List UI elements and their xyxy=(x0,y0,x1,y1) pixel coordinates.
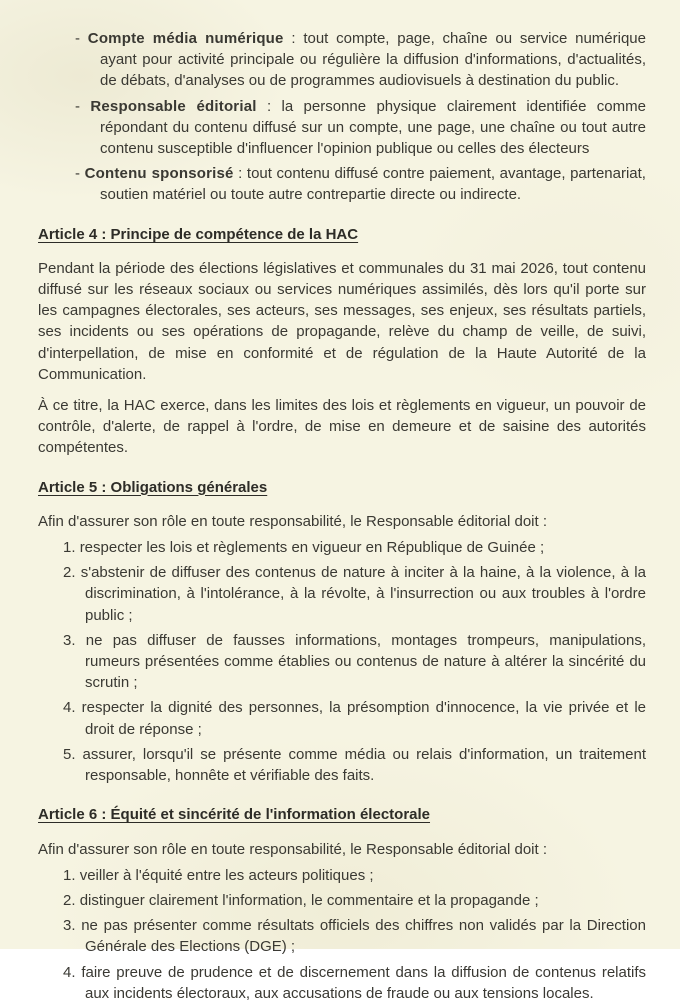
list-item xyxy=(38,537,646,558)
item-number: 4. xyxy=(63,963,76,981)
definition-term: Responsable éditorial xyxy=(90,97,257,115)
item-text: distinguer clairement l'information, le commentaire et la propagande ; xyxy=(79,891,539,909)
item-number: 2. xyxy=(63,564,76,582)
item-text: ne pas diffuser de fausses informations, montages trompeurs, manipulations, rumeurs présentées comme établies ou contenus de nature à altérer la sincérité du scrutin ; xyxy=(85,631,646,692)
list-item xyxy=(38,697,646,739)
item-number: 1. xyxy=(63,866,76,884)
article5-intro: Afin d'assurer son rôle en toute responsabilité, le Responsable éditorial doit : xyxy=(38,512,547,530)
list-item xyxy=(38,630,646,694)
item-number: 3. xyxy=(63,917,76,935)
list-item xyxy=(38,562,646,626)
article4-heading: Article 4 : Principe de compétence de la HAC xyxy=(38,225,359,243)
definition-separator: : xyxy=(256,97,282,115)
item-number: 4. xyxy=(63,699,76,717)
item-text: veiller à l'équité entre les acteurs politiques ; xyxy=(79,866,374,884)
article5-heading: Article 5 : Obligations générales xyxy=(38,478,268,496)
definition-item-contenu-sponsorise xyxy=(38,163,646,205)
item-text: faire preuve de prudence et de discernement dans la diffusion de contenus relatifs aux incidents électoraux, aux accusations de fraude ou aux tensions locales. xyxy=(81,963,646,1002)
definition-separator: : xyxy=(233,165,247,183)
article5-obligations-list xyxy=(38,537,646,786)
definition-text: tout compte, page, chaîne ou service numérique ayant pour activité principale ou régulière la diffusion d'informations, d'actualités, de débats, d'analyses ou de programmes audiovisuels à destination du public. xyxy=(100,30,646,90)
definition-text: tout contenu diffusé contre paiement, avantage, partenariat, soutien matériel ou toute autre contrepartie directe ou indirecte. xyxy=(100,165,646,204)
article4-paragraph-2: À ce titre, la HAC exerce, dans les limites des lois et règlements en vigueur, un pouvoir de contrôle, d'alerte, de rappel à l'ordre, de mise en demeure et de saisine des autorités compétentes. xyxy=(38,397,646,457)
article6-intro: Afin d'assurer son rôle en toute responsabilité, le Responsable éditorial doit : xyxy=(38,840,547,858)
item-text: s'abstenir de diffuser des contenus de nature à inciter à la haine, à la violence, à la discrimination, à l'intolérance, à la révolte, à l'insurrection ou aux troubles à l'ordre public ; xyxy=(80,564,646,624)
list-item xyxy=(38,744,646,786)
definition-text: la personne physique clairement identifiée comme répondant du contenu diffusé sur un compte, une page, une chaîne ou tout autre contenu susceptible d'influencer l'opinion publique ou celles des électeurs xyxy=(100,97,646,158)
article6-obligations-list xyxy=(38,865,646,1004)
item-text: assurer, lorsqu'il se présente comme média ou relais d'information, un traitement responsable, honnête et vérifiable des faits. xyxy=(82,745,646,785)
item-number: 5. xyxy=(63,745,76,763)
item-text: respecter la dignité des personnes, la présomption d'innocence, la vie privée et le droit de réponse ; xyxy=(81,699,646,738)
item-text: ne pas présenter comme résultats officiels des chiffres non validés par la Direction Générale des Elections (DGE) ; xyxy=(81,917,646,956)
list-item xyxy=(38,890,646,911)
definition-term: Compte média numérique xyxy=(87,30,284,47)
list-item xyxy=(38,865,646,886)
list-item xyxy=(38,915,646,957)
article6-heading: Article 6 : Équité et sincérité de l'information électorale xyxy=(38,806,431,824)
dash-bullet: - xyxy=(75,97,80,115)
dash-bullet: - xyxy=(75,165,80,183)
definition-separator: : xyxy=(283,30,304,47)
list-item xyxy=(38,962,646,1004)
article4-paragraph-1: Pendant la période des élections législatives et communales du 31 mai 2026, tout contenu diffusé sur les réseaux sociaux ou services numériques assimilés, dès lors qu'il porte sur les campagnes électorales, ses acteurs, ses messages, ses enjeux, ses résultats partiels, ses incidents ou ses opérations de propagande, relève du champ de veille, de suivi, d'interpellation, de mise en conformité et de régulation de la Haute Autorité de la Communication. xyxy=(38,259,646,383)
item-text: respecter les lois et règlements en vigueur en République de Guinée ; xyxy=(79,539,545,557)
item-number: 2. xyxy=(63,891,76,909)
definitions-list xyxy=(38,28,646,206)
item-number: 3. xyxy=(63,631,76,649)
dash-bullet: - xyxy=(75,30,80,47)
definition-term: Contenu sponsorisé xyxy=(84,165,234,183)
item-number: 1. xyxy=(63,539,76,557)
definition-item-compte-media-numerique xyxy=(38,28,646,92)
definition-item-responsable-editorial xyxy=(38,96,646,160)
